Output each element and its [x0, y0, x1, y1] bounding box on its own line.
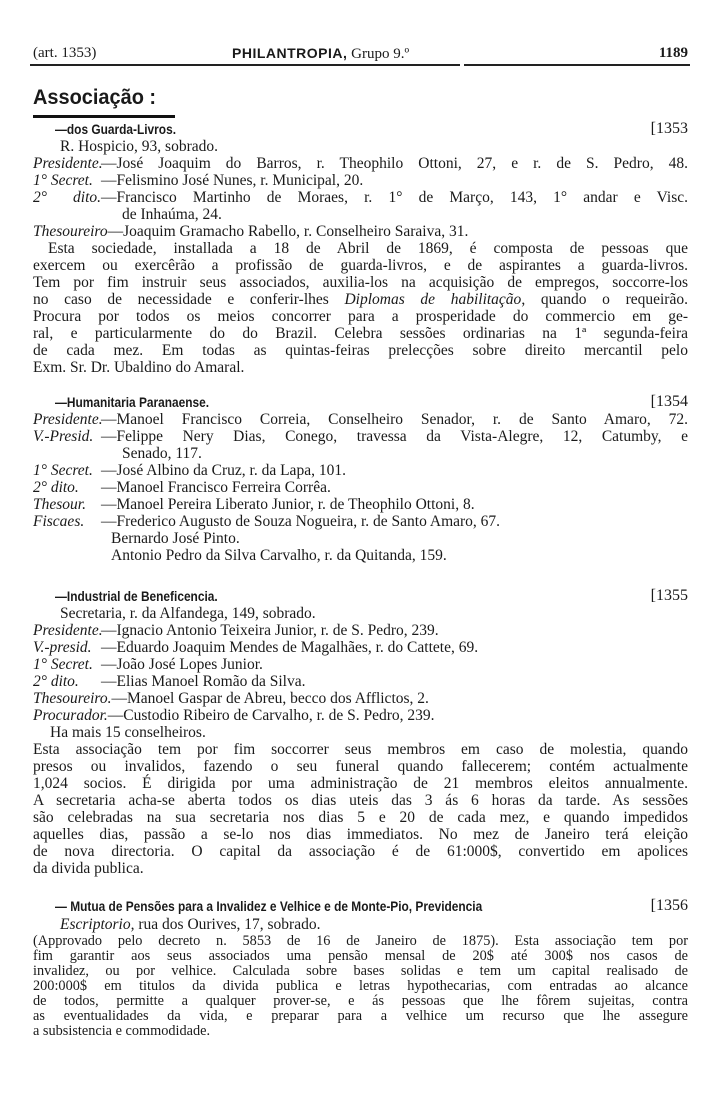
text-line	[50, 724, 688, 742]
line-text: a subsistencia e commodidade.	[33, 1023, 211, 1039]
line-text: de cada mez. Em todas as quintas-feiras prelecções sobre direito mercantil pelo	[33, 342, 688, 359]
text-line	[33, 673, 688, 691]
line-text: —Elias Manoel Romão da Silva.	[101, 673, 306, 690]
text-line	[111, 547, 688, 565]
line-text: —José Joaquim do Barros, r. Theophilo Ottoni, 27, e r. de S. Pedro, 48.	[101, 155, 688, 172]
entry-number: [1353	[650, 120, 688, 137]
text-line	[33, 274, 688, 292]
text-line	[33, 496, 688, 514]
text-line	[33, 223, 688, 241]
text-line	[33, 622, 688, 640]
line-text: as eventualidades da vida, e preparar para a velhice um recurso que lhe assegure	[33, 1008, 688, 1024]
entry-title: — Mutua de Pensões para a Invalidez e Velhice e de Monte-Pio, Previdencia	[55, 898, 483, 914]
text-line	[33, 758, 688, 776]
text-line	[111, 530, 688, 548]
text-line	[33, 843, 688, 861]
officer-role: Presidente.	[33, 622, 103, 639]
line-text: —Custodio Ribeiro de Carvalho, r. de S. Pedro, 239.	[107, 707, 435, 724]
line-text: R. Hospicio, 93, sobrado.	[60, 138, 219, 155]
line-text: —Eduardo Joaquim Mendes de Magalhães, r. do Cattete, 69.	[101, 639, 479, 656]
officer-role: Presidente.	[33, 155, 103, 172]
text-line	[33, 291, 688, 309]
text-line	[33, 860, 688, 878]
entry-title: —Industrial de Beneficencia.	[55, 588, 218, 604]
officer-role: Fiscaes.	[33, 513, 85, 530]
line-text: 1,024 socios. É dirigida por uma administração de 21 membros eleitos annualmente.	[33, 775, 688, 792]
officer-role: 2° dito.	[33, 673, 79, 690]
running-title	[232, 45, 409, 63]
text-line	[33, 342, 688, 360]
text-line	[60, 916, 688, 934]
line-text: —João José Lopes Junior.	[101, 656, 263, 673]
line-text: 200:000$ em titulos da divida publica e letras hypothecarias, com entradas ao alcance	[33, 978, 688, 994]
entry-title: —dos Guarda-Livros.	[55, 121, 177, 137]
text-line	[60, 605, 688, 623]
line-text: exercem ou exercêrão a profissão de guarda-livros, e de aspirantes a guarda-livros.	[33, 257, 688, 274]
text-line	[33, 639, 688, 657]
text-line	[122, 206, 688, 224]
line-text: (Approvado pelo decreto n. 5853 de 16 de Janeiro de 1875). Esta associação tem por	[33, 933, 688, 949]
page-number: 1189	[658, 45, 688, 61]
line-text: —José Albino da Cruz, r. da Lapa, 101.	[101, 462, 346, 479]
line-text: fim garantir aos seus associados uma pensão mensal de 20$ até 300$ nos casos de	[33, 948, 688, 964]
line-text: —Frederico Augusto de Souza Nogueira, r. de Santo Amaro, 67.	[101, 513, 501, 530]
text-line	[33, 1008, 688, 1024]
article-reference: (art. 1353)	[33, 45, 97, 61]
text-line	[33, 462, 688, 480]
line-text: invalidez, ou por velhice. Calculada sobre bases solidas e tem um capital realisado de	[33, 963, 688, 979]
line-text: de Inhaúma, 24.	[122, 206, 222, 223]
text-line	[33, 155, 688, 173]
line-text: são celebradas na sua secretaria nos dias 5 e 20 de cada mez, e quando impedidos	[33, 809, 688, 826]
line-text: rua dos Ourives, 17, sobrado.	[134, 916, 321, 933]
italic-text: Escriptorio,	[60, 916, 135, 933]
text-line	[33, 513, 688, 531]
text-line	[33, 690, 688, 708]
text-line	[33, 963, 688, 979]
officer-role: 2° dito.	[33, 479, 79, 496]
line-text: Senado, 117.	[122, 445, 202, 462]
line-text: —Felismino José Nunes, r. Municipal, 20.	[101, 172, 364, 189]
text-line	[33, 826, 688, 844]
officer-role: Thesoureiro	[33, 223, 108, 240]
line-text: —Joaquim Gramacho Rabello, r. Conselheiro Saraiva, 31.	[107, 223, 469, 240]
officer-role: 2° dito.	[33, 189, 101, 206]
italic-text: Diplomas de habilitação	[344, 291, 522, 308]
officer-role: Thesour.	[33, 496, 86, 513]
line-text: Bernardo José Pinto.	[111, 530, 240, 547]
text-line	[33, 428, 688, 446]
text-line	[33, 411, 688, 429]
running-title-group: Grupo 9.º	[347, 46, 410, 62]
line-text: —Ignacio Antonio Teixeira Junior, r. de S. Pedro, 239.	[101, 622, 439, 639]
line-text: Tem por fim instruir seus associados, auxilia-los na acquisição de empregos, soccorre-los	[33, 274, 688, 291]
line-text: Procura por todos os meios concorrer para a prosperidade do commercio em ge-	[33, 308, 688, 325]
line-text: —Manoel Francisco Correia, Conselheiro Senador, r. de Santo Amaro, 72.	[101, 411, 688, 428]
line-text: Esta sociedade, installada a 18 de Abril de 1869, é composta de pessoas que	[48, 240, 688, 257]
line-text: —Manoel Francisco Ferreira Corrêa.	[101, 479, 331, 496]
officer-role: Presidente.	[33, 411, 103, 428]
line-text: de nova directoria. O capital da associação é de 61:000$, convertido em apolices	[33, 843, 688, 860]
line-text: aquelles dias, passão a se-lo nos dias immediatos. No mez de Janeiro terá eleição	[33, 826, 688, 843]
line-text: —Manoel Pereira Liberato Junior, r. de Theophilo Ottoni, 8.	[101, 496, 475, 513]
text-line	[33, 978, 688, 994]
text-line	[33, 359, 688, 377]
text-line	[33, 993, 688, 1009]
line-text: Esta associação tem por fim soccorrer seus membros em caso de molestia, quando	[33, 741, 688, 758]
text-line	[33, 172, 688, 190]
entry-title: —Humanitaria Paranaense.	[55, 394, 210, 410]
officer-role: 1° Secret.	[33, 172, 93, 189]
entry-number: [1356	[650, 897, 688, 914]
line-text: Exm. Sr. Dr. Ubaldino do Amaral.	[33, 359, 245, 376]
line-text: no caso de necessidade e conferir-lhes	[33, 291, 345, 308]
officer-role: 1° Secret.	[33, 462, 93, 479]
section-heading: Associação :	[33, 86, 157, 109]
text-line	[33, 257, 688, 275]
line-text: —Francisco Martinho de Moraes, r. 1° de Março, 143, 1° andar e Visc.	[101, 189, 688, 206]
text-line	[33, 933, 688, 949]
line-text: A secretaria acha-se aberta todos os dias uteis das 3 ás 6 horas da tarde. As sessões	[33, 792, 688, 809]
section-heading-underline	[33, 115, 175, 118]
line-text: Antonio Pedro da Silva Carvalho, r. da Quitanda, 159.	[111, 547, 447, 564]
line-text: —Manoel Gaspar de Abreu, becco dos Afflictos, 2.	[111, 690, 429, 707]
officer-role: Procurador.	[33, 707, 108, 724]
text-line	[48, 240, 688, 258]
running-title-main: PHILANTROPIA,	[232, 45, 348, 61]
line-text: , quando o requeirão.	[521, 291, 688, 308]
text-line	[33, 948, 688, 964]
officer-role: V.-presid.	[33, 639, 92, 656]
line-text: Secretaria, r. da Alfandega, 149, sobrado.	[60, 605, 316, 622]
line-text: presos ou invalidos, fazendo o seu funeral quando fallecerem; contém actualmente	[33, 758, 688, 775]
text-line	[33, 308, 688, 326]
text-line	[33, 1023, 688, 1039]
text-line	[122, 445, 688, 463]
text-line	[60, 138, 688, 156]
officer-role: V.-Presid.	[33, 428, 94, 445]
line-text: ral, e particularmente do do Brazil. Celebra sessões ordinarias na 1ª segunda-feira	[33, 325, 688, 342]
text-line	[33, 479, 688, 497]
text-line	[33, 792, 688, 810]
header-rule	[464, 64, 690, 66]
line-text: —Felippe Nery Dias, Conego, travessa da Vista-Alegre, 12, Catumby, e	[101, 428, 688, 445]
text-line	[33, 656, 688, 674]
entry-number: [1354	[650, 393, 688, 410]
text-line	[33, 707, 688, 725]
officer-role: 1° Secret.	[33, 656, 93, 673]
line-text: Ha mais 15 conselheiros.	[50, 724, 206, 741]
header-rule	[30, 64, 460, 66]
text-line	[33, 809, 688, 827]
text-line	[33, 189, 688, 207]
text-line	[33, 325, 688, 343]
text-line	[33, 741, 688, 759]
line-text: da divida publica.	[33, 860, 144, 877]
line-text: de todos, permitte a qualquer prover-se, e ás pessoas que lhe fôrem sujeitas, contra	[33, 993, 688, 1009]
entry-number: [1355	[650, 587, 688, 604]
text-line	[33, 775, 688, 793]
officer-role: Thesoureiro.	[33, 690, 112, 707]
